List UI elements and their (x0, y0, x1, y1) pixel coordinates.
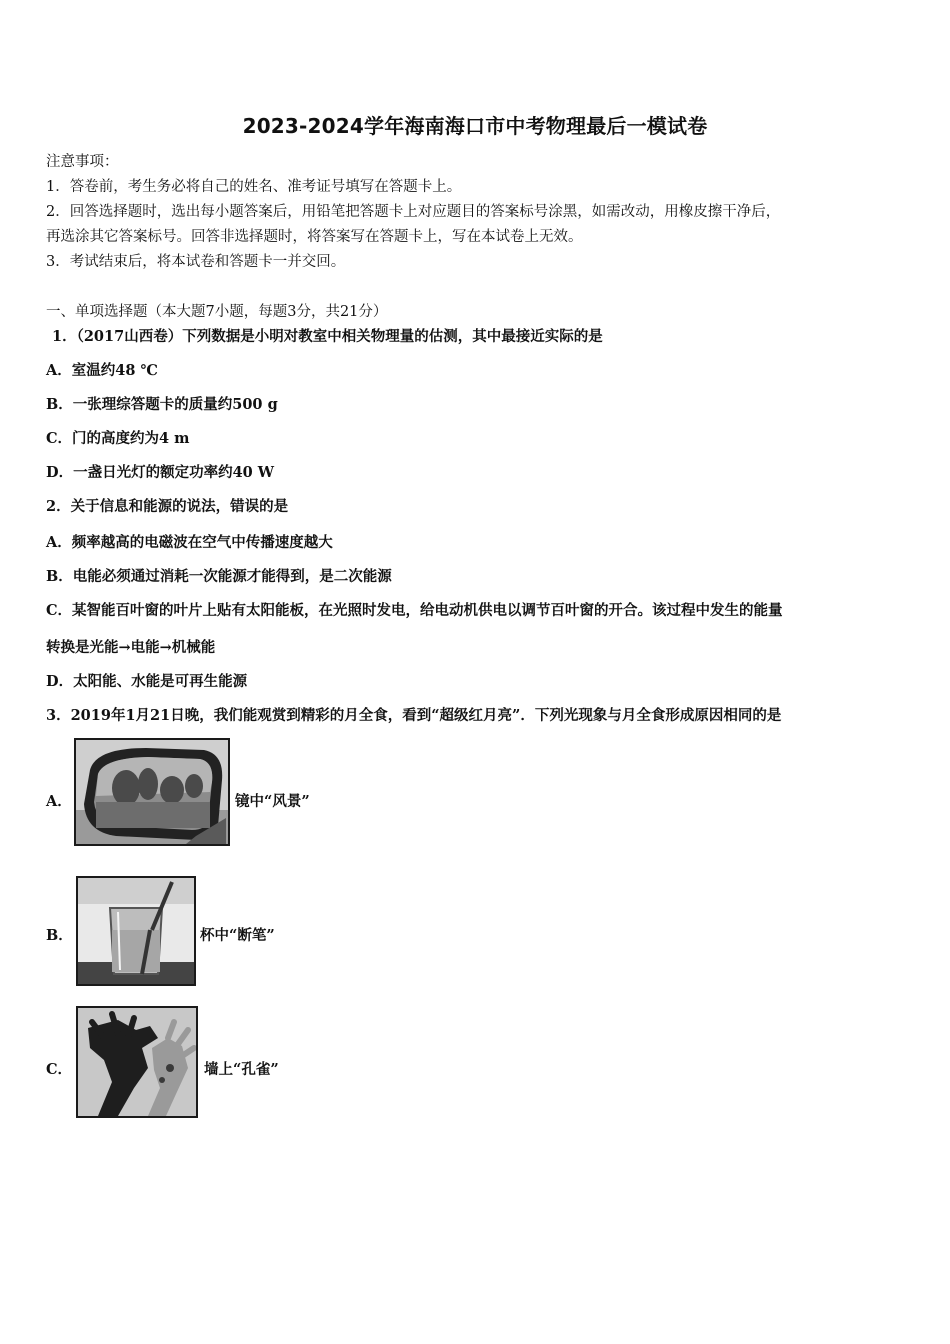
question-2-option-a: A．频率越高的电磁波在空气中传播速度越大 (46, 534, 333, 551)
question-3-option-b-caption: 杯中“断笔” (200, 927, 275, 944)
glass-pencil-photo-icon (76, 876, 196, 986)
hand-shadow-photo-icon (76, 1006, 198, 1118)
section-heading: 一、单项选择题（本大题7小题，每题3分，共21分） (46, 304, 388, 320)
question-3-option-c-caption: 墙上“孔雀” (204, 1061, 279, 1078)
question-3-option-a-caption: 镜中“风景” (235, 793, 310, 810)
exam-title: 2023-2024学年海南海口市中考物理最后一模试卷 (242, 114, 708, 138)
question-3-stem: 3．2019年1月21日晚，我们能观赏到精彩的月全食，看到“超级红月亮”．下列光现象与月全食形成原因相同的是 (46, 707, 782, 724)
car-mirror-photo-icon (74, 738, 230, 846)
notice-item-2-cont: 再选涂其它答案标号。回答非选择题时，将答案写在答题卡上，写在本试卷上无效。 (46, 229, 583, 245)
question-2-option-c: C．某智能百叶窗的叶片上贴有太阳能板，在光照时发电，给电动机供电以调节百叶窗的开合。该过程中发生的能量 (46, 602, 783, 619)
question-2-stem: 2．关于信息和能源的说法，错误的是 (46, 498, 289, 515)
question-1-option-d: D．一盏日光灯的额定功率约40 W (46, 464, 275, 481)
question-1-option-c: C．门的高度约为4 m (46, 430, 190, 447)
question-1-option-a: A．室温约48 ℃ (46, 362, 158, 379)
notice-item-3: 3．考试结束后，将本试卷和答题卡一并交回。 (46, 254, 346, 270)
question-3-option-c-letter: C． (46, 1061, 73, 1078)
notice-item-1: 1．答卷前，考生务必将自己的姓名、准考证号填写在答题卡上。 (46, 179, 462, 195)
question-3-option-b-letter: B． (46, 927, 73, 944)
question-1-stem: 1．（2017山西卷）下列数据是小明对教室中相关物理量的估测，其中最接近实际的是 (52, 328, 603, 345)
question-3-option-a-letter: A． (46, 793, 72, 810)
question-2-option-d: D．太阳能、水能是可再生能源 (46, 673, 248, 690)
notice-heading: 注意事项： (46, 154, 119, 170)
question-2-option-b: B．电能必须通过消耗一次能源才能得到，是二次能源 (46, 568, 392, 585)
notice-item-2: 2．回答选择题时，选出每小题答案后，用铅笔把答题卡上对应题目的答案标号涂黑，如需改动，用橡皮擦干净后， (46, 204, 781, 220)
question-2-option-c-cont: 转换是光能→电能→机械能 (46, 639, 216, 656)
question-1-option-b: B．一张理综答题卡的质量约500 g (46, 396, 278, 413)
